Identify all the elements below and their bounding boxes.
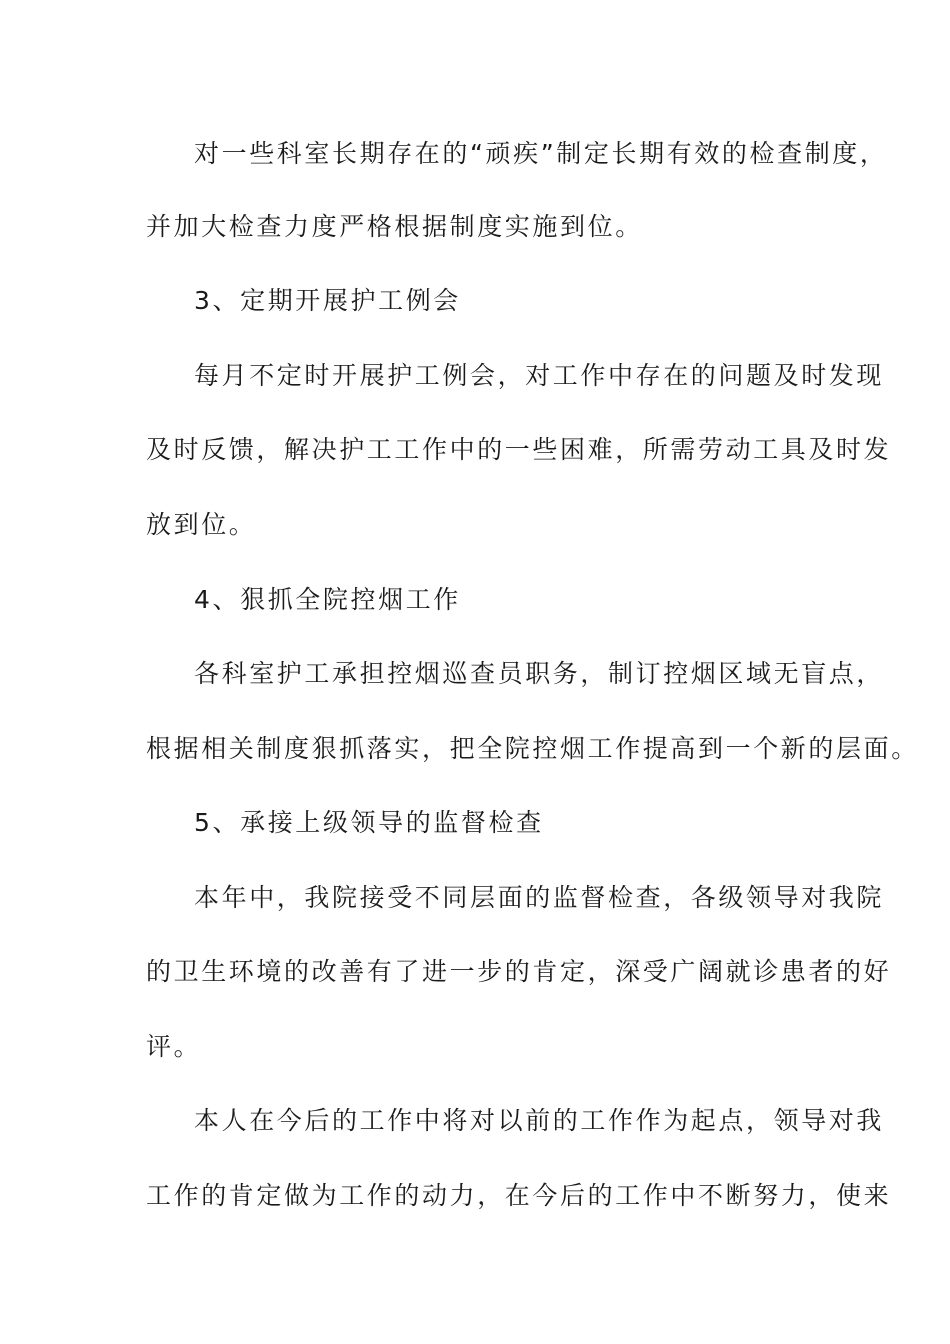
paragraph-line: 根据相关制度狠抓落实，把全院控烟工作提高到一个新的层面。 (146, 734, 919, 763)
paragraph-line: 放到位。 (146, 510, 257, 539)
paragraph-line: 各科室护工承担控烟巡查员职务，制订控烟区域无盲点， (194, 659, 885, 688)
paragraph-line: 每月不定时开展护工例会，对工作中存在的问题及时发现 (194, 361, 885, 390)
paragraph-line: 并加大检查力度严格根据制度实施到位。 (146, 212, 643, 241)
paragraph-line: 评。 (146, 1032, 202, 1061)
paragraph-line: 本人在今后的工作中将对以前的工作作为起点，领导对我 (194, 1106, 885, 1135)
section-heading: 3、定期开展护工例会 (194, 286, 461, 315)
paragraph-line: 对一些科室长期存在的“顽疾”制定长期有效的检查制度， (194, 139, 888, 168)
paragraph-line: 工作的肯定做为工作的动力，在今后的工作中不断努力，使来 (146, 1181, 892, 1210)
paragraph-line: 的卫生环境的改善有了进一步的肯定，深受广阔就诊患者的好 (146, 957, 892, 986)
section-heading: 4、狠抓全院控烟工作 (194, 585, 461, 614)
paragraph-line: 及时反馈，解决护工工作中的一些困难，所需劳动工具及时发 (146, 435, 892, 464)
section-heading: 5、承接上级领导的监督检查 (194, 808, 544, 837)
paragraph-line: 本年中，我院接受不同层面的监督检查，各级领导对我院 (194, 883, 885, 912)
